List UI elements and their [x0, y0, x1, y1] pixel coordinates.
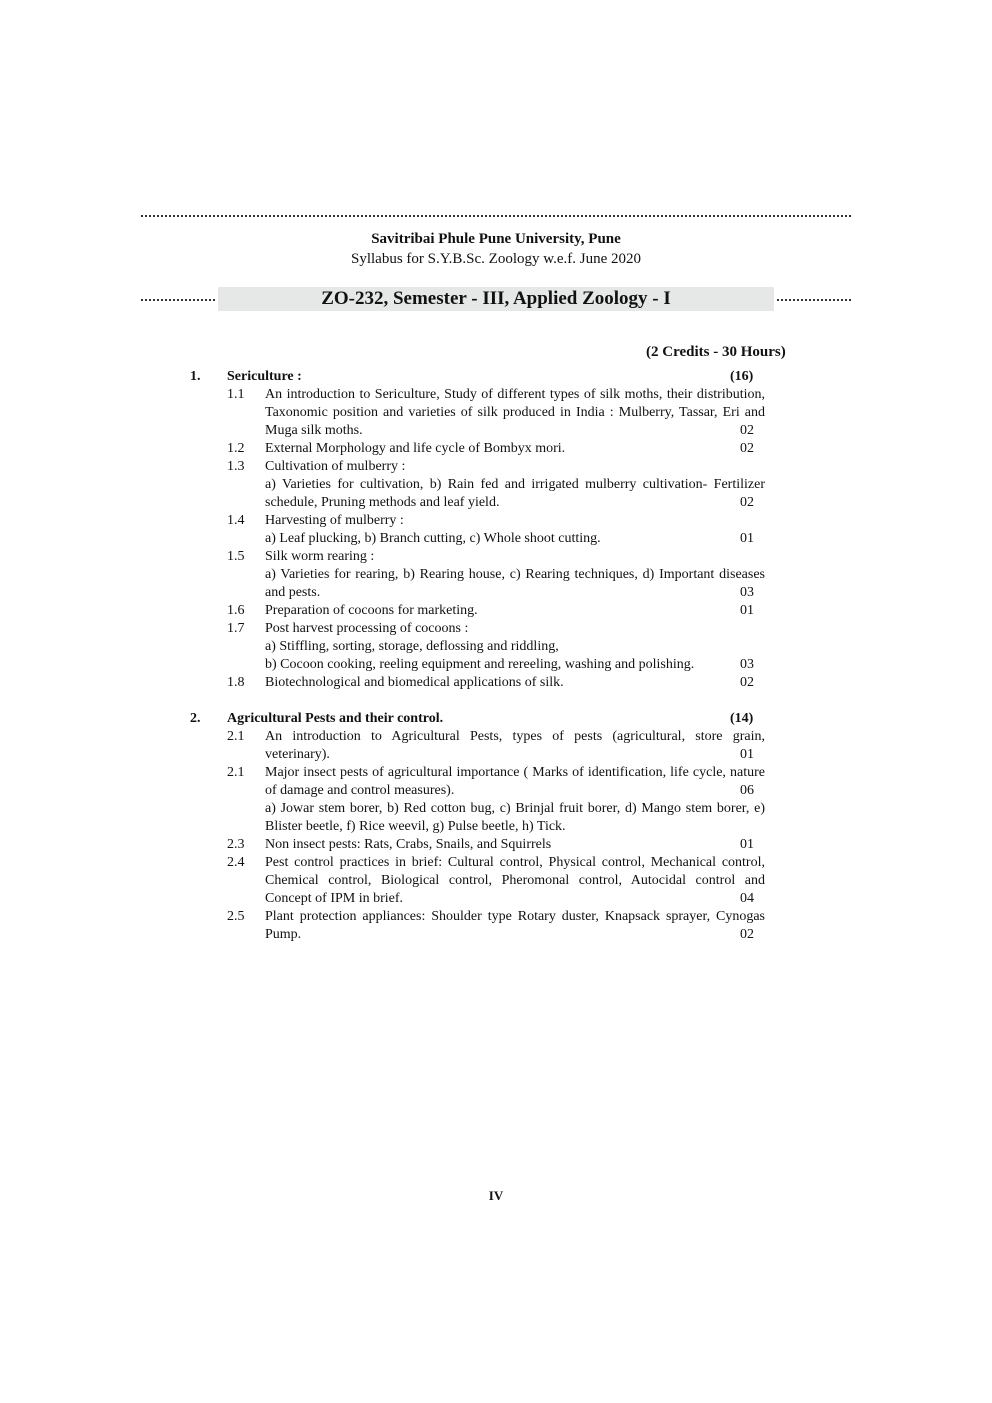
item-subtext: a) Varieties for cultivation, b) Rain fed and irrigated mulberry cultivation- Fertilizer schedule, Pruning methods and leaf yield.: [265, 477, 765, 510]
item-hours: 01: [740, 603, 754, 618]
item-hours: 02: [740, 927, 754, 942]
section-number: 1.: [190, 369, 201, 384]
title-left-divider: [141, 299, 215, 301]
section-hours: (16): [730, 369, 754, 384]
item-number: 1.4: [227, 513, 245, 528]
item-subtext: a) Stiffling, sorting, storage, deflossing and riddling,: [265, 639, 559, 654]
item-hours: 03: [740, 585, 754, 600]
item-text: Non insect pests: Rats, Crabs, Snails, and Squirrels: [265, 837, 552, 852]
item-number: 2.3: [227, 837, 245, 852]
item-number: 1.3: [227, 459, 245, 474]
item-subtext: a) Jowar stem borer, b) Red cotton bug, c) Brinjal fruit borer, d) Mango stem borer, e) Blister beetle, f) Rice weevil, g) Pulse beetle, h) Tick.: [265, 801, 765, 834]
item-hours: 01: [740, 531, 754, 546]
item-number: 1.7: [227, 621, 245, 636]
item-text: External Morphology and life cycle of Bombyx mori.: [265, 441, 566, 456]
item-text: An introduction to Agricultural Pests, types of pests (agricultural, store grain, veterinary).: [265, 729, 765, 762]
item-number: 2.5: [227, 909, 245, 924]
item-text: Preparation of cocoons for marketing.: [265, 603, 478, 618]
item-text: Major insect pests of agricultural importance ( Marks of identification, life cycle, nature of damage and control measures).: [265, 765, 765, 798]
item-text: Post harvest processing of cocoons :: [265, 621, 469, 636]
item-subtext: b) Cocoon cooking, reeling equipment and rereeling, washing and polishing.: [265, 657, 695, 672]
page-number: IV: [488, 1188, 504, 1203]
section-title: Sericulture :: [227, 369, 302, 384]
item-hours: 02: [740, 495, 754, 510]
item-number: 1.2: [227, 441, 245, 456]
title-right-divider: [777, 299, 851, 301]
item-subtext: a) Leaf plucking, b) Branch cutting, c) Whole shoot cutting.: [265, 531, 601, 546]
item-number: 1.6: [227, 603, 245, 618]
university-name: Savitribai Phule Pune University, Pune: [371, 231, 621, 247]
section-number: 2.: [190, 711, 201, 726]
item-hours: 01: [740, 837, 754, 852]
item-hours: 06: [740, 783, 754, 798]
syllabus-subtitle: Syllabus for S.Y.B.Sc. Zoology w.e.f. June 2020: [351, 251, 641, 267]
item-hours: 02: [740, 441, 754, 456]
item-hours: 04: [740, 891, 754, 906]
top-divider: [141, 215, 851, 217]
item-text: Plant protection appliances: Shoulder type Rotary duster, Knapsack sprayer, Cynogas Pump.: [265, 909, 765, 942]
item-number: 2.1: [227, 765, 245, 780]
item-subtext: a) Varieties for rearing, b) Rearing house, c) Rearing techniques, d) Important diseases and pests.: [265, 567, 765, 600]
item-text: Silk worm rearing :: [265, 549, 375, 564]
item-number: 1.1: [227, 387, 245, 402]
item-text: Pest control practices in brief: Cultural control, Physical control, Mechanical control, Chemical control, Biological control, Pheromonal control, Autocidal control and Concept of IPM in brief.: [265, 855, 765, 906]
course-title: ZO-232, Semester - III, Applied Zoology - I: [218, 287, 774, 311]
item-text: Biotechnological and biomedical applications of silk.: [265, 675, 564, 690]
item-text: An introduction to Sericulture, Study of different types of silk moths, their distribution, Taxonomic position and varieties of silk produced in India : Mulberry, Tassar, Eri and Muga silk moths.: [265, 387, 765, 438]
item-text: Harvesting of mulberry :: [265, 513, 404, 528]
item-hours: 03: [740, 657, 754, 672]
credits-hours: (2 Credits - 30 Hours): [646, 344, 786, 360]
item-number: 1.5: [227, 549, 245, 564]
item-text: Cultivation of mulberry :: [265, 459, 406, 474]
item-number: 2.1: [227, 729, 245, 744]
item-hours: 02: [740, 675, 754, 690]
item-hours: 01: [740, 747, 754, 762]
item-number: 1.8: [227, 675, 245, 690]
section-title: Agricultural Pests and their control.: [227, 711, 444, 726]
item-number: 2.4: [227, 855, 245, 870]
item-hours: 02: [740, 423, 754, 438]
section-hours: (14): [730, 711, 754, 726]
